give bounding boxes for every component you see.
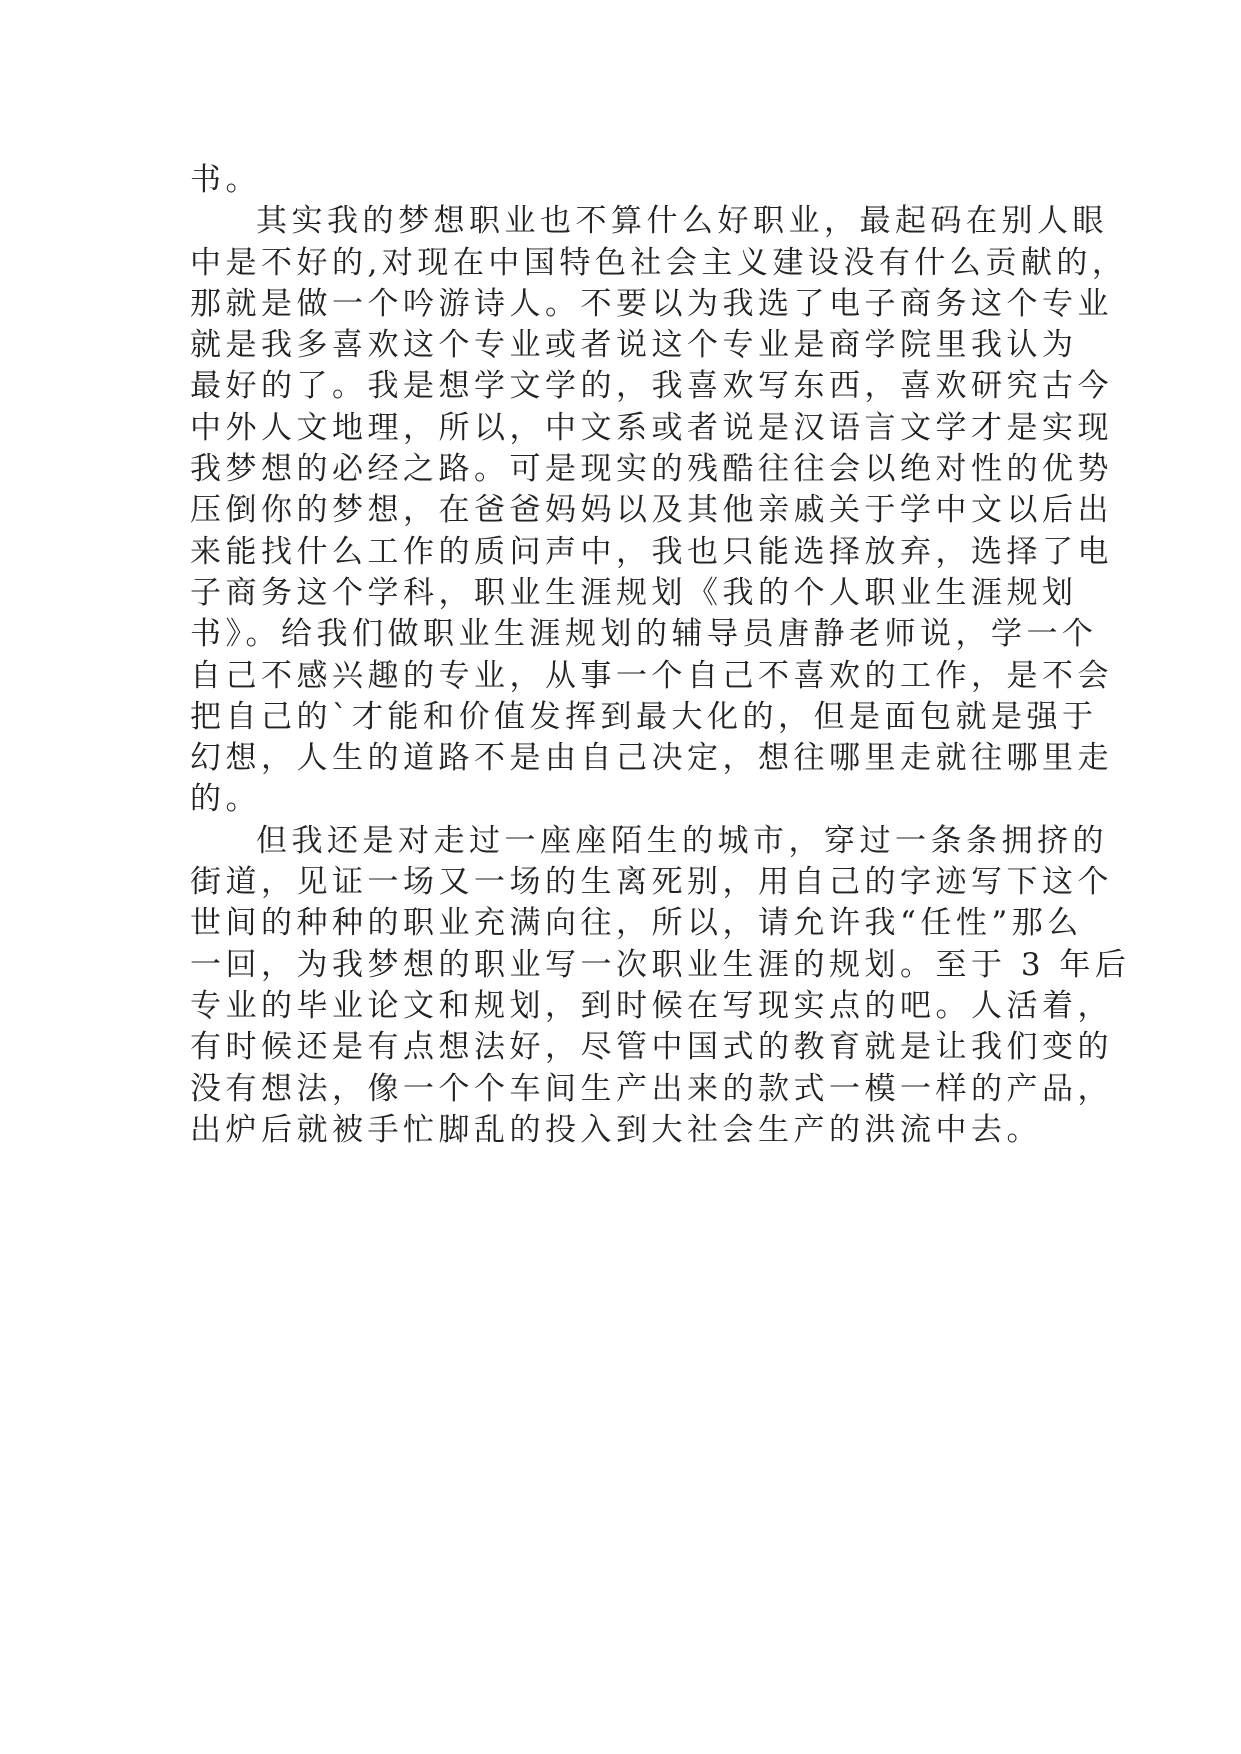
document-body (190, 160, 1131, 1151)
text-line: 子商务这个学科，职业生涯规划《我的个人职业生涯规划 (190, 574, 1078, 611)
text-line: 有时候还是有点想法好，尽管中国式的教育就是让我们变的 (190, 1029, 1113, 1066)
text-line: 没有想法，像一个个车间生产出来的款式一模一样的产品， (190, 1070, 1113, 1107)
text-line: 自己不感兴趣的专业，从事一个自己不喜欢的工作，是不会 (190, 657, 1113, 694)
text-line: 来能找什么工作的质问声中，我也只能选择放弃，选择了电 (190, 533, 1113, 570)
text-line: 中外人文地理，所以，中文系或者说是汉语言文学才是实现 (190, 409, 1113, 446)
text-line: 就是我多喜欢这个专业或者说这个专业是商学院里我认为 (190, 327, 1078, 364)
text-line: 的。 (190, 781, 261, 818)
text-line: 街道，见证一场又一场的生离死别，用自己的字迹写下这个 (190, 864, 1113, 901)
text-line: 幻想，人生的道路不是由自己决定，想往哪里走就往哪里走 (190, 740, 1113, 777)
text-line: 专业的毕业论文和规划，到时候在写现实点的吧。人活着， (190, 987, 1113, 1024)
text-line: 书。 (190, 162, 261, 198)
text-line: 中是不好的,对现在中国特色社会主义建设没有什么贡献的， (190, 244, 1128, 281)
text-line: 最好的了。我是想学文学的，我喜欢写东西，喜欢研究古今 (190, 368, 1113, 405)
text-line: 出炉后就被手忙脚乱的投入到大社会生产的洪流中去。 (190, 1111, 1042, 1148)
text-line: 世间的种种的职业充满向往，所以，请允许我“任性”那么 (190, 905, 1083, 942)
text-line: 一回，为我梦想的职业写一次职业生涯的规划。至于 3 年后 (190, 946, 1131, 983)
text-line: 那就是做一个吟游诗人。不要以为我选了电子商务这个专业 (190, 285, 1113, 322)
text-line: 我梦想的必经之路。可是现实的残酷往往会以绝对性的优势 (190, 451, 1113, 488)
text-line: 但我还是对走过一座座陌生的城市，穿过一条条拥挤的 (256, 822, 1108, 859)
text-line: 把自己的`才能和价值发挥到最大化的，但是面包就是强于 (190, 698, 1098, 735)
text-line: 压倒你的梦想，在爸爸妈妈以及其他亲戚关于学中文以后出 (190, 492, 1113, 529)
text-line: 其实我的梦想职业也不算什么好职业，最起码在别人眼 (256, 203, 1108, 240)
text-line: 书》。给我们做职业生涯规划的辅导员唐静老师说，学一个 (190, 616, 1098, 653)
